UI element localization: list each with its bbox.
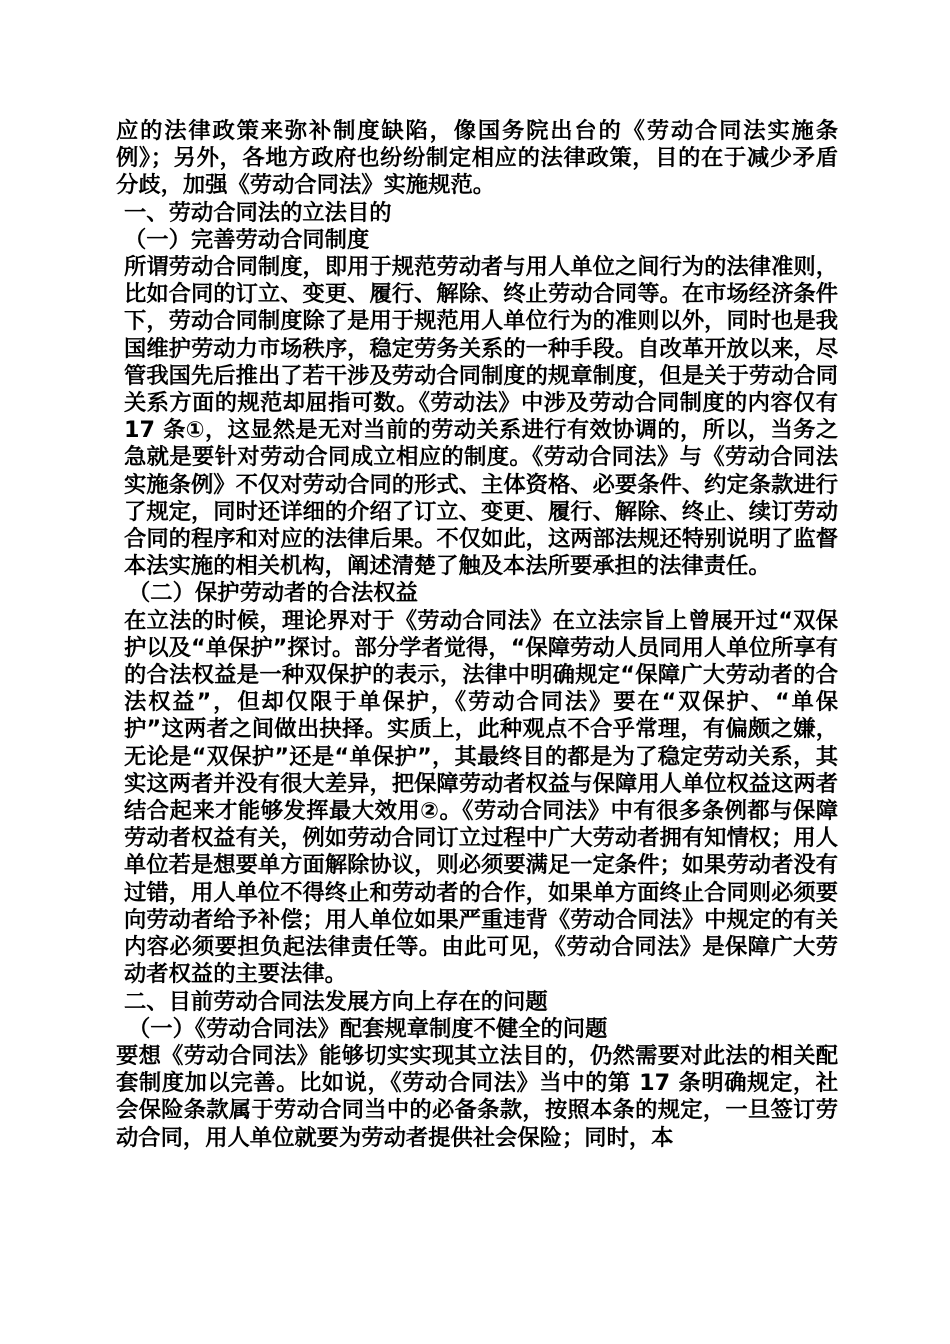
subsection-heading-1-2: （二）保护劳动者的合法权益: [128, 580, 418, 607]
document-page: [116, 118, 838, 1152]
paragraph-worker-rights: 在立法的时候，理论界对于《劳动合同法》在立法宗旨上曾展开过“双保护以及“单保护”探讨。部分学者觉得，“保障劳动人员同用人单位所享有的合法权益是一种双保护的表示，法律中明确规定“保障广大劳动者的合法权益”，但却仅限于单保护，《劳动合同法》要在“双保护、“单保护”这两者之间做出抉择。实质上，此种观点不合乎常理，有偏颇之嫌，无论是“双保护”还是“单保护”，其最终目的都是为了稳定劳动关系，其实这两者并没有很大差异，把保障劳动者权益与保障用人单位权益这两者结合起来才能够发挥最大效用②。《劳动合同法》中有很多条例都与保障劳动者权益有关，例如劳动合同订立过程中广大劳动者拥有知情权；用人单位若是想要单方面解除协议，则必须要满足一定条件；如果劳动者没有过错，用人单位不得终止和劳动者的合作，如果单方面终止合同则必须要向劳动者给予补偿；用人单位如果严重违背《劳动合同法》中规定的有关内容必须要担负起法律责任等。由此可见，《劳动合同法》是保障广大劳动者权益的主要法律。: [124, 607, 838, 988]
section-heading-2: 二、目前劳动合同法发展方向上存在的问题: [124, 988, 548, 1015]
paragraph-labor-contract-system: 所谓劳动合同制度，即用于规范劳动者与用人单位之间行为的法律准则，比如合同的订立、变更、履行、解除、终止劳动合同等。在市场经济条件下，劳动合同制度除了是用于规范用人单位行为的准则以外，同时也是我国维护劳动力市场秩序，稳定劳务关系的一种手段。自改革开放以来，尽管我国先后推出了若干涉及劳动合同制度的规章制度，但是关于劳动合同关系方面的规范却屈指可数。《劳动法》中涉及劳动合同制度的内容仅有 17 条①，这显然是无对当前的劳动关系进行有效协调的，所以，当务之急就是要针对劳动合同成立相应的制度。《劳动合同法》与《劳动合同法实施条例》不仅对劳动合同的形式、主体资格、必要条件、约定条款进行了规定，同时还详细的介绍了订立、变更、履行、解除、终止、续订劳动合同的程序和对应的法律后果。不仅如此，这两部法规还特别说明了监督本法实施的相关机构，阐述清楚了触及本法所要承担的法律责任。: [124, 254, 838, 580]
section-heading-1: 一、劳动合同法的立法目的: [124, 199, 392, 226]
paragraph-continuation: 应的法律政策来弥补制度缺陷，像国务院出台的《劳动合同法实施条例》；另外，各地方政府也纷纷制定相应的法律政策，目的在于减少矛盾分歧，加强《劳动合同法》实施规范。: [116, 118, 838, 199]
subsection-heading-2-1: （一）《劳动合同法》配套规章制度不健全的问题: [128, 1015, 608, 1042]
paragraph-supporting-regulations: 要想《劳动合同法》能够切实实现其立法目的，仍然需要对此法的相关配套制度加以完善。比如说，《劳动合同法》当中的第 17 条明确规定，社会保险条款属于劳动合同当中的必备条款，按照本条的规定，一旦签订劳动合同，用人单位就要为劳动者提供社会保险；同时，本: [116, 1042, 838, 1151]
subsection-heading-1-1: （一）完善劳动合同制度: [124, 226, 370, 253]
